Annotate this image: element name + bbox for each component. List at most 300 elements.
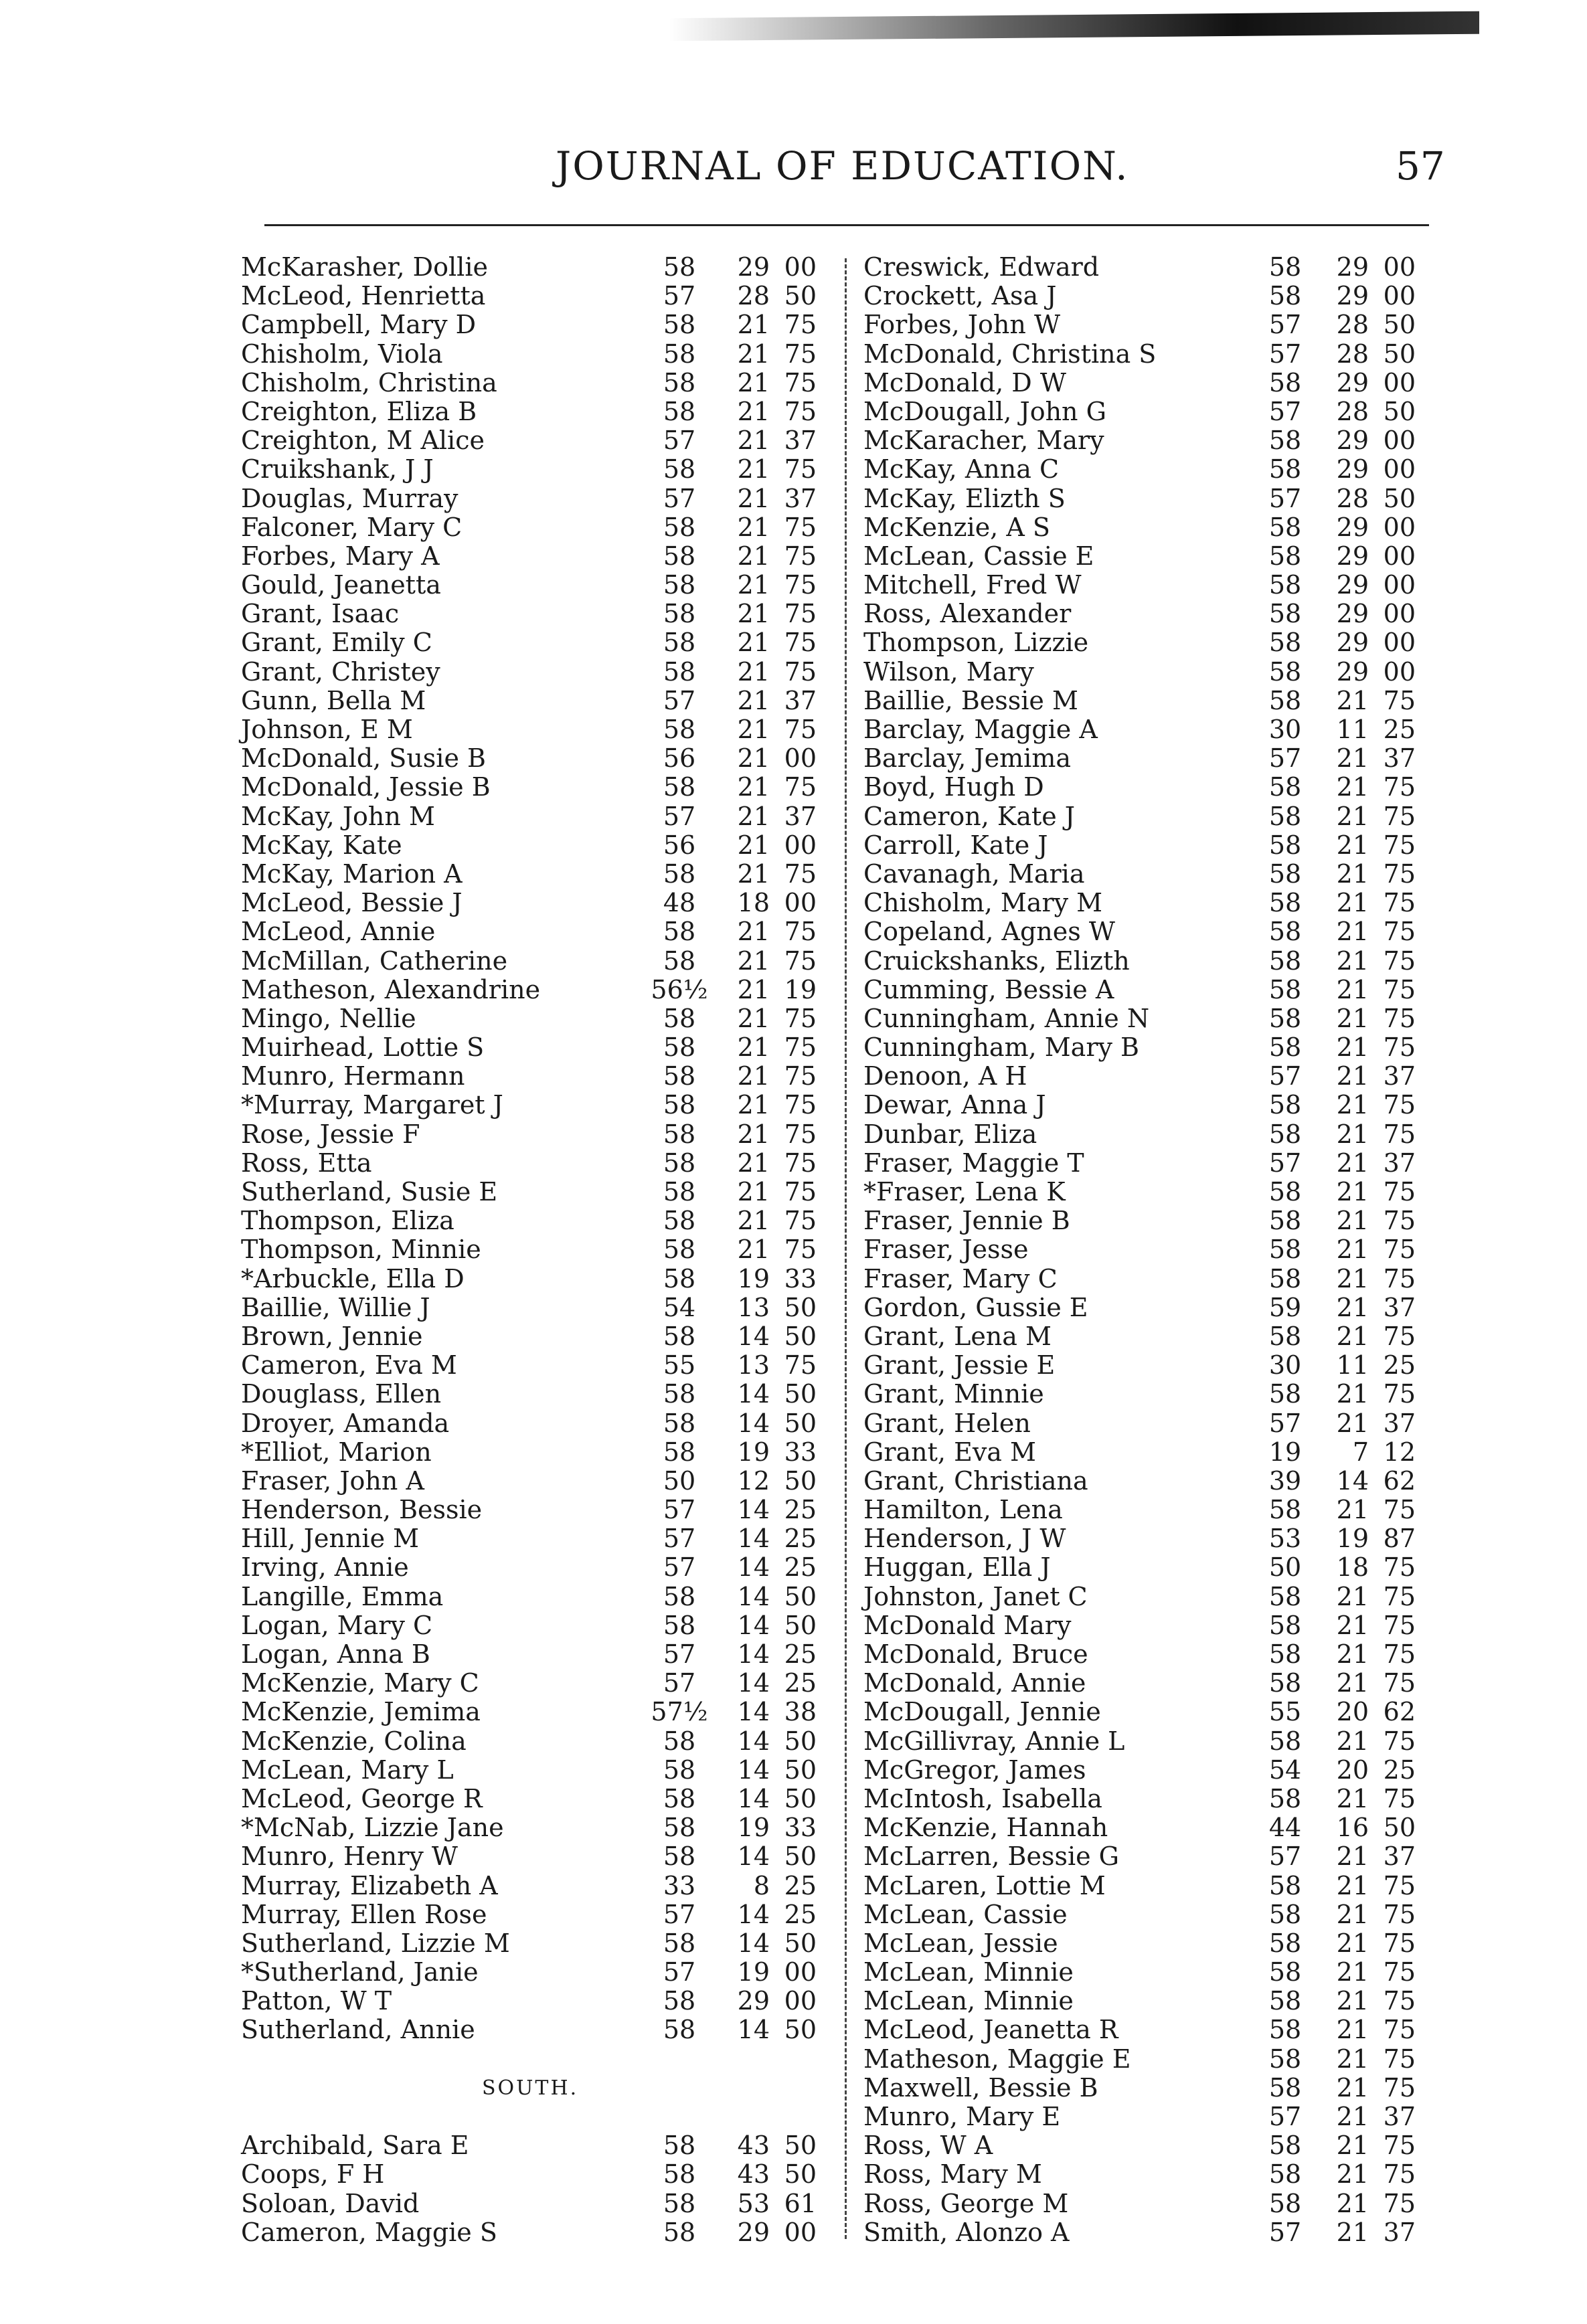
- column-divider: [845, 258, 847, 2239]
- table-row: [241, 917, 830, 946]
- table-row: [241, 1120, 830, 1149]
- days-attended: 57: [1268, 2102, 1302, 2131]
- amount-dollars: 21: [737, 541, 770, 571]
- table-row: [241, 1178, 830, 1206]
- table-row: [241, 2016, 830, 2044]
- amount-dollars: 14: [737, 1408, 770, 1438]
- student-name: McKenzie, Mary C: [241, 1668, 479, 1698]
- table-row: [863, 1756, 1466, 1785]
- student-name: McKay, John M: [241, 801, 435, 831]
- days-attended: 58: [663, 1090, 696, 1120]
- days-attended: 58: [1268, 685, 1302, 715]
- amount-cents: 33: [784, 1813, 817, 1843]
- table-row: [863, 628, 1466, 657]
- table-row: [863, 976, 1466, 1004]
- table-row: [863, 1785, 1466, 1813]
- student-name: Munro, Hermann: [241, 1061, 465, 1091]
- days-attended: 58: [1268, 1090, 1302, 1120]
- student-name: Boyd, Hugh D: [863, 772, 1044, 802]
- amount-cents: 75: [1383, 830, 1416, 860]
- table-row: [863, 1727, 1466, 1756]
- amount-dollars: 14: [737, 1726, 770, 1756]
- days-attended: 58: [663, 570, 696, 600]
- days-attended: 58: [663, 252, 696, 282]
- days-attended: 57: [1268, 1061, 1302, 1091]
- amount-cents: 37: [784, 483, 817, 513]
- amount-dollars: 21: [1336, 1928, 1369, 1958]
- days-attended: 33: [663, 1870, 696, 1900]
- table-row: [863, 426, 1466, 455]
- student-name: Cunningham, Annie N: [863, 1003, 1150, 1033]
- table-row: [863, 1004, 1466, 1033]
- table-row: [863, 1265, 1466, 1293]
- student-name: McLarren, Bessie G: [863, 1842, 1120, 1872]
- student-name: Thompson, Eliza: [241, 1206, 454, 1236]
- amount-cents: 50: [784, 2131, 817, 2161]
- student-name: McDonald, D W: [863, 367, 1066, 397]
- amount-cents: 75: [1383, 1090, 1416, 1120]
- table-row: [863, 2131, 1466, 2160]
- table-row: [863, 773, 1466, 802]
- table-row: [241, 2218, 830, 2247]
- amount-cents: 75: [784, 1119, 817, 1149]
- days-attended: 58: [1268, 1495, 1302, 1525]
- amount-dollars: 21: [1336, 917, 1369, 947]
- table-row: [863, 1380, 1466, 1409]
- days-attended: 58: [663, 946, 696, 976]
- amount-dollars: 21: [1336, 1639, 1369, 1669]
- amount-cents: 25: [784, 1639, 817, 1669]
- days-attended: 58: [663, 1783, 696, 1813]
- amount-dollars: 21: [1336, 1783, 1369, 1813]
- days-attended: 48: [663, 888, 696, 918]
- amount-dollars: 14: [737, 1552, 770, 1583]
- amount-cents: 00: [1383, 628, 1416, 658]
- days-attended: 58: [1268, 2131, 1302, 2161]
- amount-dollars: 21: [1336, 1986, 1369, 2016]
- amount-cents: 00: [1383, 541, 1416, 571]
- student-name: Grant, Helen: [863, 1408, 1031, 1438]
- amount-dollars: 21: [1336, 1870, 1369, 1900]
- amount-cents: 50: [784, 2015, 817, 2045]
- student-name: Cunningham, Mary B: [863, 1033, 1139, 1063]
- amount-dollars: 29: [1336, 426, 1369, 456]
- student-name: Fraser, Maggie T: [863, 1148, 1084, 1178]
- amount-dollars: 14: [737, 1495, 770, 1525]
- amount-dollars: 21: [737, 743, 770, 774]
- days-attended: 58: [663, 2217, 696, 2247]
- student-name: Baillie, Willie J: [241, 1292, 430, 1322]
- student-name: McDonald, Annie: [863, 1668, 1086, 1698]
- amount-cents: 75: [1383, 1379, 1416, 1409]
- amount-cents: 25: [784, 1495, 817, 1525]
- amount-dollars: 21: [737, 1206, 770, 1236]
- days-attended: 19: [1268, 1437, 1302, 1467]
- days-attended: 58: [663, 859, 696, 889]
- student-name: Patton, W T: [241, 1986, 392, 2016]
- student-name: Fraser, Jesse: [863, 1235, 1029, 1265]
- table-row: [241, 802, 830, 831]
- days-attended: 58: [663, 1321, 696, 1351]
- amount-cents: 37: [784, 801, 817, 831]
- days-attended: 58: [663, 1813, 696, 1843]
- days-attended: 58: [663, 715, 696, 744]
- amount-dollars: 28: [1336, 310, 1369, 340]
- amount-dollars: 21: [737, 570, 770, 600]
- days-attended: 59: [1268, 1292, 1302, 1322]
- amount-cents: 75: [784, 1033, 817, 1063]
- amount-dollars: 21: [1336, 1408, 1369, 1438]
- amount-dollars: 21: [737, 685, 770, 715]
- days-attended: 58: [1268, 1928, 1302, 1958]
- amount-dollars: 21: [737, 772, 770, 802]
- table-row: [863, 1091, 1466, 1120]
- amount-dollars: 20: [1336, 1755, 1369, 1785]
- days-attended: 58: [663, 1408, 696, 1438]
- days-attended: 58: [1268, 801, 1302, 831]
- days-attended: 57: [663, 1639, 696, 1669]
- amount-dollars: 21: [1336, 1090, 1369, 1120]
- student-name: McKenzie, A S: [863, 512, 1050, 542]
- amount-dollars: 21: [737, 310, 770, 340]
- table-row: [241, 628, 830, 657]
- days-attended: 58: [663, 1263, 696, 1293]
- student-name: Grant, Christiana: [863, 1465, 1088, 1496]
- student-name: McLeod, Annie: [241, 917, 436, 947]
- table-row: [241, 2131, 830, 2160]
- amount-cents: 75: [1383, 2015, 1416, 2045]
- student-name: Ross, Etta: [241, 1148, 372, 1178]
- days-attended: 57: [1268, 1148, 1302, 1178]
- table-row: [241, 687, 830, 715]
- days-attended: 58: [663, 1928, 696, 1958]
- student-name: Logan, Mary C: [241, 1610, 433, 1640]
- amount-dollars: 29: [1336, 628, 1369, 658]
- amount-cents: 25: [784, 1668, 817, 1698]
- days-attended: 58: [1268, 367, 1302, 397]
- days-attended: 58: [1268, 1870, 1302, 1900]
- amount-dollars: 14: [737, 1928, 770, 1958]
- amount-cents: 50: [1383, 483, 1416, 513]
- days-attended: 55: [1268, 1697, 1302, 1727]
- amount-cents: 50: [1383, 310, 1416, 340]
- table-row: [863, 1409, 1466, 1438]
- student-name: Rose, Jessie F: [241, 1119, 420, 1149]
- amount-cents: 50: [784, 1755, 817, 1785]
- days-attended: 54: [1268, 1755, 1302, 1785]
- table-row: [863, 831, 1466, 860]
- table-row: [863, 542, 1466, 571]
- amount-cents: 75: [1383, 917, 1416, 947]
- student-name: Brown, Jennie: [241, 1321, 423, 1351]
- amount-cents: 75: [1383, 1495, 1416, 1525]
- student-name: Thompson, Minnie: [241, 1235, 481, 1265]
- table-row: [863, 397, 1466, 426]
- table-row: [241, 1438, 830, 1467]
- amount-cents: 37: [1383, 1292, 1416, 1322]
- days-attended: 56: [663, 743, 696, 774]
- student-name: McGregor, James: [863, 1755, 1086, 1785]
- amount-cents: 75: [784, 1177, 817, 1206]
- days-attended: 53: [1268, 1524, 1302, 1554]
- amount-dollars: 21: [1336, 772, 1369, 802]
- amount-dollars: 28: [1336, 339, 1369, 369]
- days-attended: 58: [663, 1437, 696, 1467]
- amount-cents: 75: [784, 1090, 817, 1120]
- amount-cents: 75: [1383, 1668, 1416, 1698]
- student-name: McKay, Anna C: [863, 454, 1060, 484]
- student-name: Sutherland, Annie: [241, 2015, 475, 2045]
- table-row: [863, 571, 1466, 600]
- amount-dollars: 14: [737, 1783, 770, 1813]
- student-name: Grant, Christey: [241, 656, 440, 687]
- table-row: [863, 1062, 1466, 1091]
- amount-dollars: 21: [1336, 1033, 1369, 1063]
- amount-dollars: 21: [1336, 830, 1369, 860]
- student-name: Sutherland, Susie E: [241, 1177, 498, 1206]
- table-row: [863, 860, 1466, 889]
- amount-cents: 50: [784, 1408, 817, 1438]
- days-attended: 58: [1268, 512, 1302, 542]
- amount-cents: 75: [1383, 1957, 1416, 1987]
- amount-dollars: 14: [737, 1610, 770, 1640]
- table-row: [863, 455, 1466, 484]
- days-attended: 58: [1268, 1206, 1302, 1236]
- amount-dollars: 21: [737, 859, 770, 889]
- amount-dollars: 14: [737, 1321, 770, 1351]
- amount-dollars: 21: [737, 1033, 770, 1063]
- student-name: *Murray, Margaret J: [241, 1090, 503, 1120]
- amount-dollars: 21: [737, 628, 770, 658]
- student-name: Fraser, John A: [241, 1465, 424, 1496]
- table-row: [241, 889, 830, 917]
- days-attended: 58: [1268, 1610, 1302, 1640]
- table-row: [863, 1206, 1466, 1235]
- table-row: [863, 2189, 1466, 2218]
- amount-dollars: 21: [1336, 2044, 1369, 2074]
- amount-cents: 75: [1383, 2044, 1416, 2074]
- student-name: McKay, Marion A: [241, 859, 463, 889]
- student-name: Campbell, Mary D: [241, 310, 477, 340]
- amount-cents: 75: [1383, 888, 1416, 918]
- amount-cents: 50: [784, 1321, 817, 1351]
- amount-dollars: 21: [1336, 1177, 1369, 1206]
- amount-dollars: 29: [1336, 281, 1369, 311]
- amount-cents: 75: [784, 396, 817, 426]
- amount-cents: 75: [1383, 1003, 1416, 1033]
- student-name: *Elliot, Marion: [241, 1437, 432, 1467]
- amount-dollars: 21: [1336, 1610, 1369, 1640]
- amount-dollars: 14: [737, 1842, 770, 1872]
- student-name: Ross, George M: [863, 2188, 1069, 2218]
- days-attended: 58: [663, 2015, 696, 2045]
- days-attended: 58: [1268, 859, 1302, 889]
- header-rule: [264, 224, 1429, 226]
- amount-cents: 75: [1383, 1321, 1416, 1351]
- amount-cents: 50: [1383, 339, 1416, 369]
- table-row: [241, 2160, 830, 2189]
- table-row: [241, 1496, 830, 1524]
- days-attended: 58: [1268, 541, 1302, 571]
- amount-cents: 75: [1383, 1639, 1416, 1669]
- student-name: Gordon, Gussie E: [863, 1292, 1088, 1322]
- table-row: [863, 1669, 1466, 1698]
- amount-cents: 75: [1383, 1928, 1416, 1958]
- student-name: Chisholm, Viola: [241, 339, 443, 369]
- student-name: Cruikshank, J J: [241, 454, 434, 484]
- amount-cents: 25: [784, 1870, 817, 1900]
- table-row: [241, 571, 830, 600]
- amount-cents: 00: [784, 743, 817, 774]
- table-row: [863, 1033, 1466, 1062]
- amount-dollars: 19: [737, 1263, 770, 1293]
- amount-cents: 61: [784, 2188, 817, 2218]
- amount-cents: 25: [1383, 715, 1416, 744]
- amount-cents: 75: [1383, 1119, 1416, 1149]
- amount-dollars: 21: [1336, 1957, 1369, 1987]
- days-attended: 58: [1268, 2044, 1302, 2074]
- student-name: Cameron, Kate J: [863, 801, 1076, 831]
- amount-dollars: 21: [1336, 1061, 1369, 1091]
- row-spacer: [241, 2103, 830, 2131]
- table-row: [863, 889, 1466, 917]
- amount-cents: 75: [784, 1235, 817, 1265]
- amount-dollars: 19: [737, 1437, 770, 1467]
- table-row: [863, 484, 1466, 513]
- amount-cents: 00: [1383, 656, 1416, 687]
- amount-dollars: 21: [737, 454, 770, 484]
- student-name: Murray, Ellen Rose: [241, 1899, 487, 1929]
- amount-cents: 75: [1383, 2188, 1416, 2218]
- student-name: Douglass, Ellen: [241, 1379, 442, 1409]
- amount-cents: 00: [1383, 252, 1416, 282]
- amount-cents: 75: [784, 541, 817, 571]
- student-name: *Sutherland, Janie: [241, 1957, 479, 1987]
- amount-cents: 75: [1383, 2131, 1416, 2161]
- student-name: Matheson, Alexandrine: [241, 974, 541, 1004]
- amount-dollars: 16: [1336, 1813, 1369, 1843]
- table-row: [241, 1872, 830, 1900]
- table-row: [241, 1409, 830, 1438]
- table-row: [863, 2045, 1466, 2074]
- amount-dollars: 29: [1336, 454, 1369, 484]
- amount-cents: 19: [784, 974, 817, 1004]
- amount-dollars: 21: [1336, 1263, 1369, 1293]
- amount-dollars: 14: [737, 1524, 770, 1554]
- student-name: Munro, Mary E: [863, 2102, 1061, 2131]
- student-name: Munro, Henry W: [241, 1842, 458, 1872]
- table-row: [241, 744, 830, 773]
- student-name: McKenzie, Hannah: [863, 1813, 1108, 1843]
- amount-dollars: 21: [737, 801, 770, 831]
- amount-cents: 75: [784, 367, 817, 397]
- student-name: Copeland, Agnes W: [863, 917, 1115, 947]
- amount-dollars: 20: [1336, 1697, 1369, 1727]
- table-row: [863, 1842, 1466, 1871]
- table-row: [863, 802, 1466, 831]
- amount-dollars: 21: [737, 483, 770, 513]
- student-name: Soloan, David: [241, 2188, 420, 2218]
- amount-cents: 87: [1383, 1524, 1416, 1554]
- days-attended: 58: [1268, 1033, 1302, 1063]
- amount-cents: 25: [784, 1552, 817, 1583]
- amount-cents: 37: [1383, 743, 1416, 774]
- amount-dollars: 21: [737, 1061, 770, 1091]
- table-row: [863, 2160, 1466, 2189]
- amount-dollars: 21: [1336, 743, 1369, 774]
- amount-dollars: 21: [1336, 2072, 1369, 2103]
- amount-cents: 12: [1383, 1437, 1416, 1467]
- table-row: [241, 658, 830, 687]
- amount-cents: 50: [784, 281, 817, 311]
- days-attended: 58: [663, 541, 696, 571]
- amount-cents: 75: [784, 310, 817, 340]
- days-attended: 56: [663, 830, 696, 860]
- table-row: [863, 1813, 1466, 1842]
- amount-dollars: 21: [1336, 974, 1369, 1004]
- amount-cents: 00: [784, 830, 817, 860]
- table-row: [863, 369, 1466, 397]
- amount-cents: 00: [1383, 570, 1416, 600]
- table-row: [241, 455, 830, 484]
- table-row: [241, 1611, 830, 1640]
- amount-dollars: 28: [1336, 396, 1369, 426]
- days-attended: 57: [1268, 743, 1302, 774]
- student-name: Barclay, Maggie A: [863, 715, 1098, 744]
- student-name: Carroll, Kate J: [863, 830, 1048, 860]
- scan-smudge: [669, 11, 1479, 41]
- days-attended: 58: [1268, 2188, 1302, 2218]
- amount-dollars: 21: [1336, 2188, 1369, 2218]
- amount-cents: 50: [784, 1928, 817, 1958]
- amount-cents: 75: [784, 1206, 817, 1236]
- table-row: [241, 1322, 830, 1351]
- table-row: [863, 1322, 1466, 1351]
- table-row: [241, 1351, 830, 1380]
- amount-cents: 50: [1383, 1813, 1416, 1843]
- days-attended: 58: [663, 1033, 696, 1063]
- days-attended: 58: [1268, 830, 1302, 860]
- amount-dollars: 21: [1336, 2015, 1369, 2045]
- table-row: [241, 1524, 830, 1553]
- amount-cents: 25: [1383, 1350, 1416, 1380]
- table-row: [241, 397, 830, 426]
- table-row: [863, 1351, 1466, 1380]
- amount-cents: 75: [784, 339, 817, 369]
- student-name: Chisholm, Mary M: [863, 888, 1103, 918]
- table-row: [863, 1900, 1466, 1929]
- table-row: [241, 1640, 830, 1669]
- days-attended: 57: [663, 1899, 696, 1929]
- amount-cents: 75: [1383, 1610, 1416, 1640]
- amount-cents: 75: [1383, 1986, 1416, 2016]
- student-name: Cruickshanks, Elizth: [863, 946, 1130, 976]
- amount-dollars: 21: [737, 1090, 770, 1120]
- student-name: Maxwell, Bessie B: [863, 2072, 1098, 2103]
- amount-cents: 50: [784, 1292, 817, 1322]
- amount-cents: 00: [784, 1986, 817, 2016]
- table-row: [863, 1929, 1466, 1958]
- amount-dollars: 21: [1336, 1495, 1369, 1525]
- section-heading: [241, 2074, 830, 2103]
- days-attended: 44: [1268, 1813, 1302, 1843]
- amount-cents: 75: [1383, 1263, 1416, 1293]
- amount-dollars: 21: [1336, 1292, 1369, 1322]
- amount-cents: 75: [1383, 1177, 1416, 1206]
- student-name: Mitchell, Fred W: [863, 570, 1082, 600]
- student-name: Fraser, Mary C: [863, 1263, 1058, 1293]
- amount-cents: 50: [784, 1783, 817, 1813]
